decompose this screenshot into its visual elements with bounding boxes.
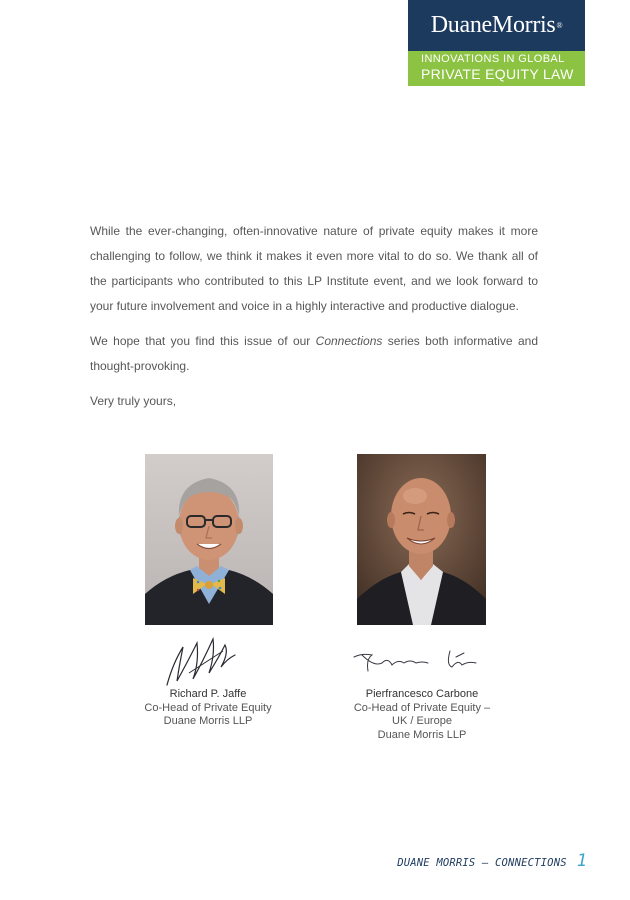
portrait-photo-richard-jaffe xyxy=(145,454,273,625)
portrait-illustration xyxy=(145,454,273,625)
logo-tagline xyxy=(408,51,585,86)
portrait-photo-pierfrancesco-carbone xyxy=(357,454,486,625)
series-name: Connections xyxy=(315,334,383,348)
signatory-caption-1 xyxy=(118,688,298,729)
signatory-title: Co-Head of Private Equity xyxy=(144,701,272,714)
logo-registered-mark: ® xyxy=(556,21,563,30)
signatory-name: Pierfrancesco Carbone xyxy=(365,688,479,700)
logo-wordmark xyxy=(408,0,585,51)
signatory-title-line1: Co-Head of Private Equity – xyxy=(353,701,491,714)
signatory-firm: Duane Morris LLP xyxy=(163,715,253,727)
page-footer xyxy=(397,851,587,871)
closing-salutation: Very truly yours, xyxy=(90,394,177,408)
letter-body xyxy=(90,219,538,424)
paragraph-2 xyxy=(90,329,538,379)
logo-name: DuaneMorris xyxy=(430,12,556,38)
signatory-firm: Duane Morris LLP xyxy=(377,728,467,741)
paragraph-2-pre: We hope that you find this issue of our xyxy=(90,334,316,348)
page-number: 1 xyxy=(576,851,587,871)
firm-logo xyxy=(408,0,585,86)
logo-tagline-line1: INNOVATIONS IN GLOBAL xyxy=(421,53,565,65)
signature-richard-jaffe xyxy=(163,633,243,688)
portrait-illustration xyxy=(357,454,486,625)
signatory-title-line2: UK / Europe xyxy=(392,715,452,727)
signatory-caption-2 xyxy=(330,688,514,742)
footer-publication: DUANE MORRIS — CONNECTIONS xyxy=(397,857,567,869)
paragraph-2-post: series both informative and thought-provoking. xyxy=(90,334,538,373)
signature-pierfrancesco-carbone xyxy=(352,645,480,675)
paragraph-1: While the ever-changing, often-innovative nature of private equity makes it more challenging to follow, we think it makes it even more vital to do so. We thank all of the participants who contributed to this LP Institute event, and we look forward to your future involvement and voice in a highly interactive and productive dialogue. xyxy=(90,224,538,313)
logo-tagline-line2: PRIVATE EQUITY LAW xyxy=(421,66,574,82)
signatory-name: Richard P. Jaffe xyxy=(169,688,247,700)
